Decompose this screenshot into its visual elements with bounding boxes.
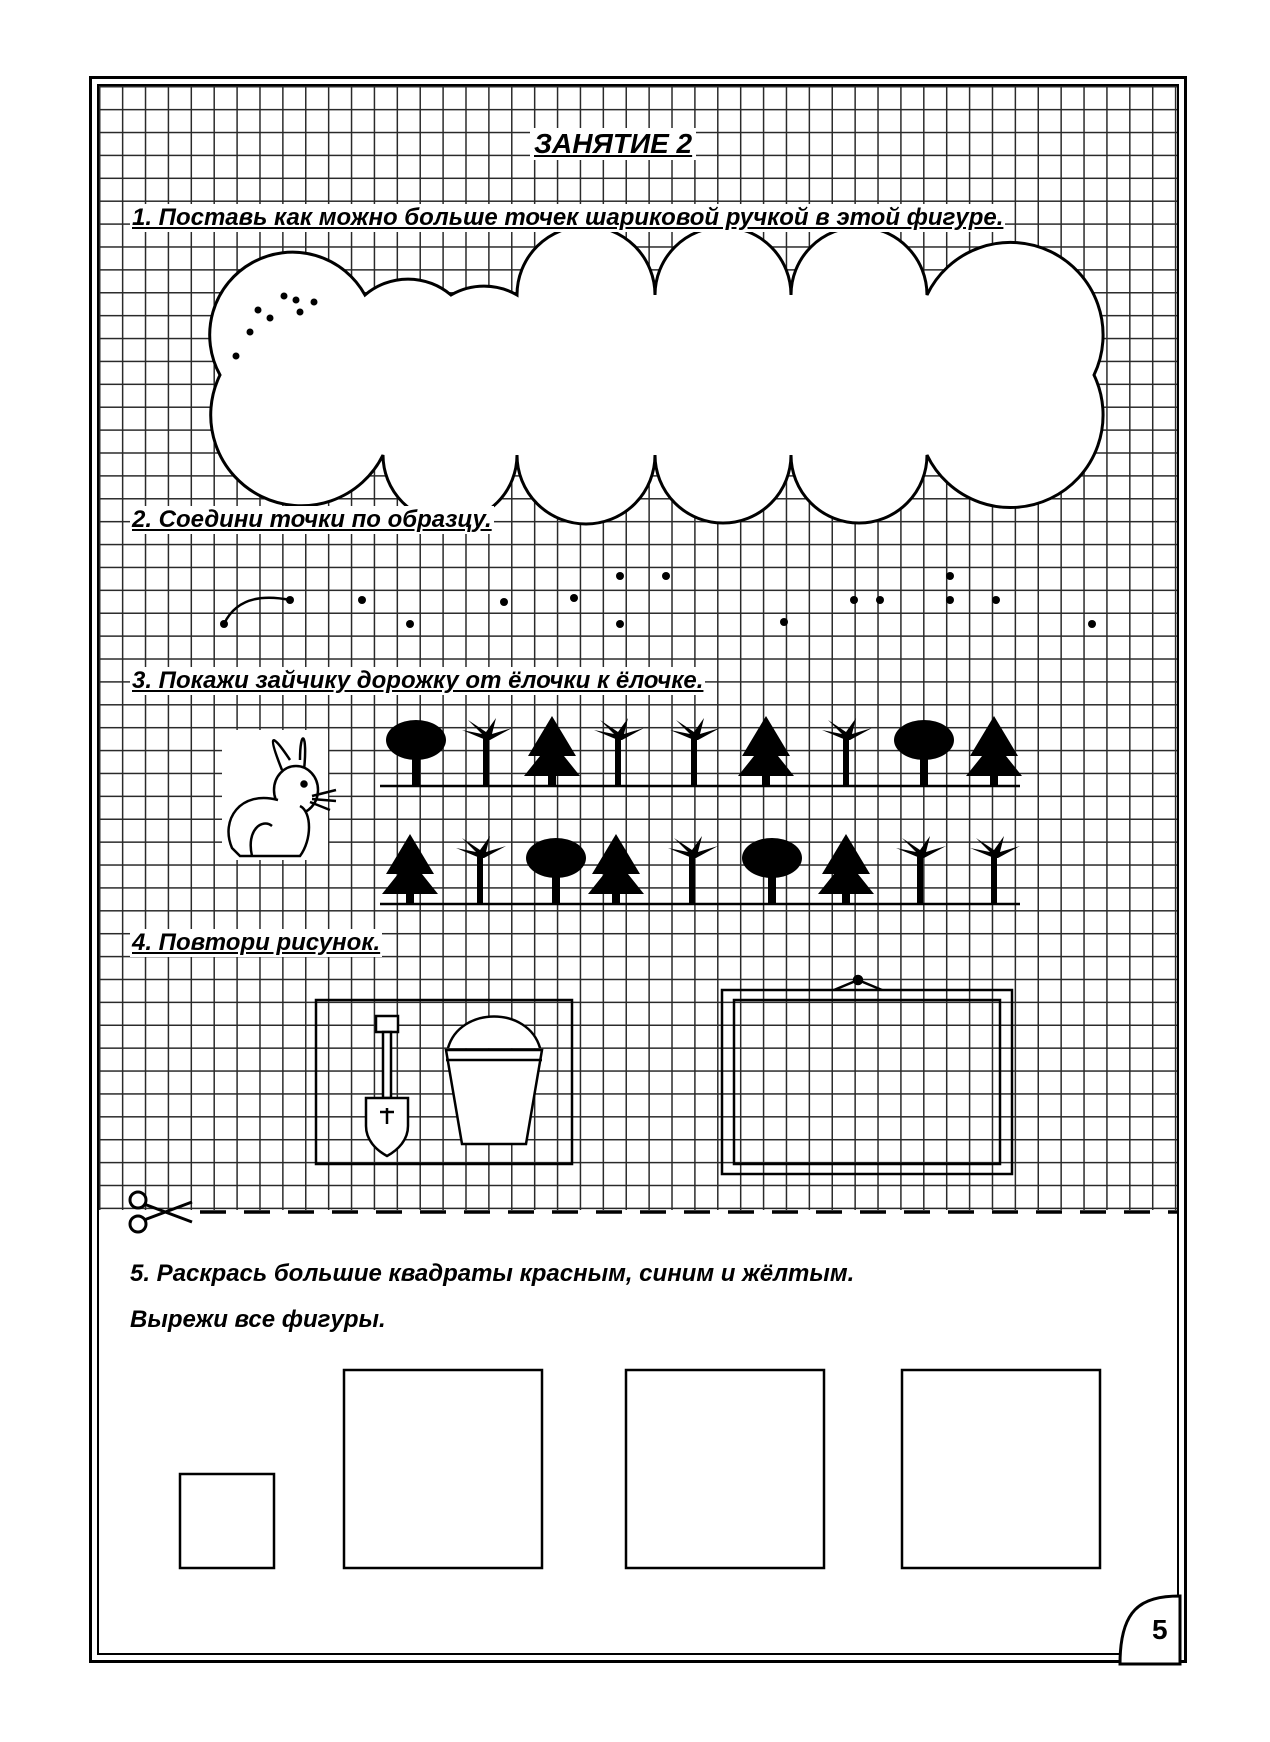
- lesson-title: ЗАНЯТИЕ 2: [530, 128, 696, 160]
- tree-row-2: [382, 834, 1020, 904]
- fir-icon: [738, 716, 794, 786]
- fir-icon: [588, 834, 644, 904]
- task-4-instruction: 4. Повтори рисунок.: [132, 929, 381, 956]
- small-square[interactable]: [180, 1474, 274, 1568]
- task-5-instruction-line-2: Вырежи все фигуры.: [130, 1306, 386, 1333]
- palm-icon: [970, 836, 1020, 904]
- large-square-3[interactable]: [902, 1370, 1100, 1568]
- picture-frame-icon[interactable]: [722, 976, 1012, 1174]
- tree-icon: [742, 838, 802, 904]
- task-2-instruction: 2. Соедини точки по образцу.: [132, 506, 492, 533]
- palm-icon: [670, 718, 720, 786]
- task-5-instruction-line-1: 5. Раскрась большие квадраты красным, синим и жёлтым.: [130, 1260, 855, 1287]
- shovel-icon: [366, 1016, 408, 1156]
- page-number: 5: [1152, 1614, 1168, 1645]
- palm-icon: [594, 718, 644, 786]
- fir-icon: [966, 716, 1022, 786]
- task-1-instruction: 1. Поставь как можно больше точек шариковой ручкой в этой фигуре.: [132, 204, 1004, 231]
- palm-icon: [896, 836, 946, 904]
- tree-icon: [894, 720, 954, 786]
- fir-icon: [382, 834, 438, 904]
- tree-row-1: [386, 716, 1022, 786]
- connect-dots[interactable]: [220, 572, 1096, 628]
- bucket-icon: [446, 1017, 542, 1145]
- caterpillar-figure[interactable]: [210, 226, 1103, 524]
- fir-icon: [524, 716, 580, 786]
- task-3-instruction: 3. Покажи зайчику дорожку от ёлочки к ёлочке.: [132, 667, 704, 694]
- palm-icon: [668, 836, 718, 904]
- large-square-2[interactable]: [626, 1370, 824, 1568]
- tree-icon: [386, 720, 446, 786]
- rabbit-icon: [222, 730, 336, 860]
- large-square-1[interactable]: [344, 1370, 542, 1568]
- scissors-icon: [130, 1192, 192, 1232]
- palm-icon: [462, 718, 512, 786]
- palm-icon: [456, 836, 506, 904]
- tree-icon: [526, 838, 586, 904]
- page-number-tab: [1120, 1596, 1180, 1664]
- palm-icon: [822, 718, 872, 786]
- fir-icon: [818, 834, 874, 904]
